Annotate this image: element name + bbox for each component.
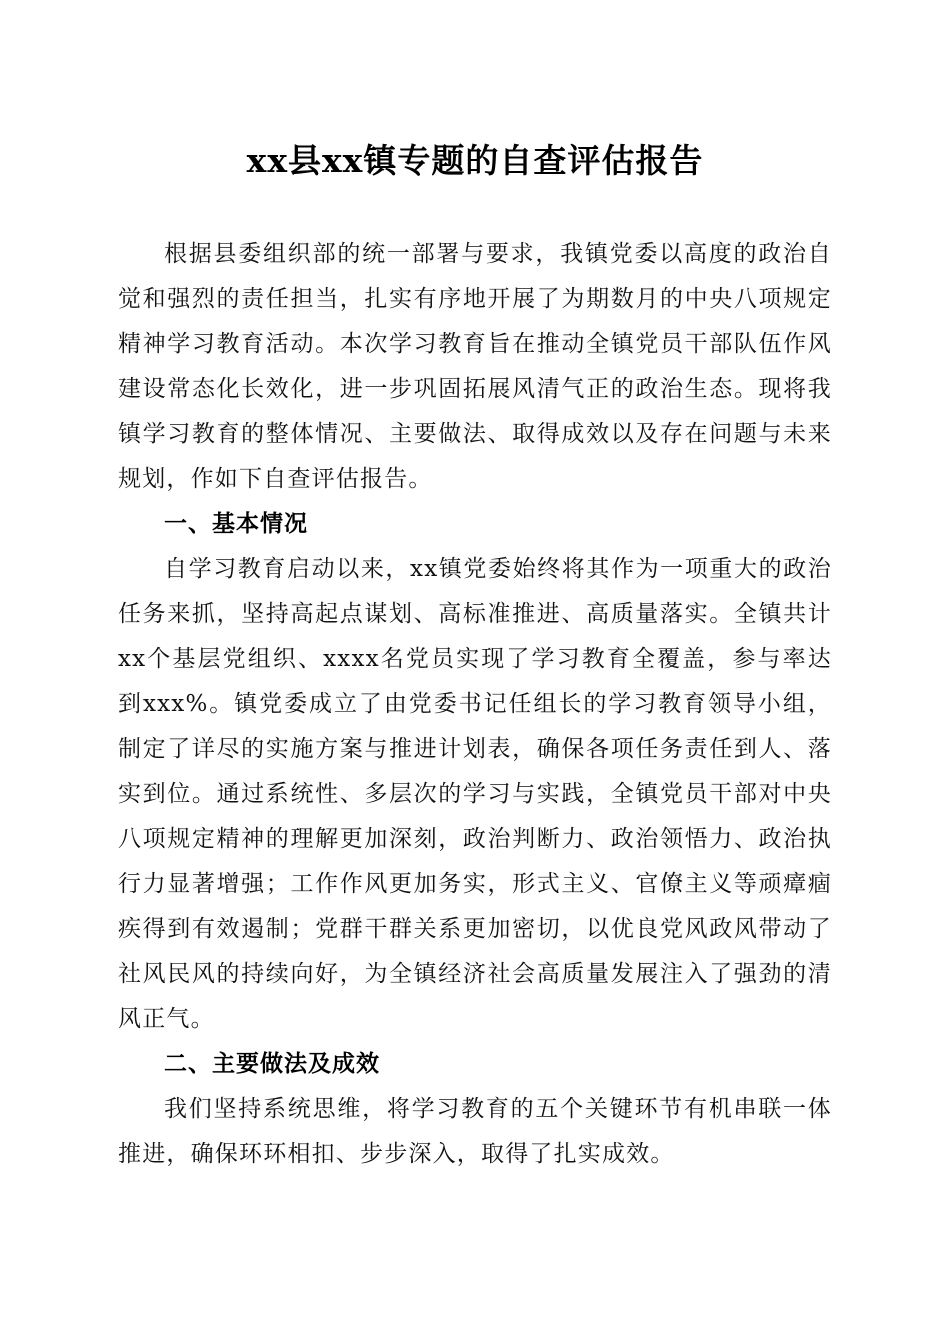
section-heading-basic-situation: 一、基本情况	[164, 511, 308, 537]
document-body	[118, 138, 832, 1177]
section-paragraph-main-practices: 我们坚持系统思维，将学习教育的五个关键环节有机串联一体推进，确保环环相扣、步步深入，取得了扎实成效。	[118, 1096, 832, 1167]
document-title: xx县xx镇专题的自查评估报告	[246, 141, 704, 180]
intro-paragraph: 根据县委组织部的统一部署与要求，我镇党委以高度的政治自觉和强烈的责任担当，扎实有序地开展了为期数月的中央八项规定精神学习教育活动。本次学习教育旨在推动全镇党员干部队伍作风建设常态化长效化，进一步巩固拓展风清气正的政治生态。现将我镇学习教育的整体情况、主要做法、取得成效以及存在问题与未来规划，作如下自查评估报告。	[118, 241, 832, 492]
section-heading-main-practices: 二、主要做法及成效	[164, 1051, 380, 1077]
section-paragraph-basic-situation: 自学习教育启动以来，xx镇党委始终将其作为一项重大的政治任务来抓，坚持高起点谋划、高标准推进、高质量落实。全镇共计xx个基层党组织、xxxx名党员实现了学习教育全覆盖，参与率达到xxx%。镇党委成立了由党委书记任组长的学习教育领导小组，制定了详尽的实施方案与推进计划表，确保各项任务责任到人、落实到位。通过系统性、多层次的学习与实践，全镇党员干部对中央八项规定精神的理解更加深刻，政治判断力、政治领悟力、政治执行力显著增强；工作作风更加务实，形式主义、官僚主义等顽瘴痼疾得到有效遏制；党群干群关系更加密切，以优良党风政风带动了社风民风的持续向好，为全镇经济社会高质量发展注入了强劲的清风正气。	[118, 556, 832, 1032]
